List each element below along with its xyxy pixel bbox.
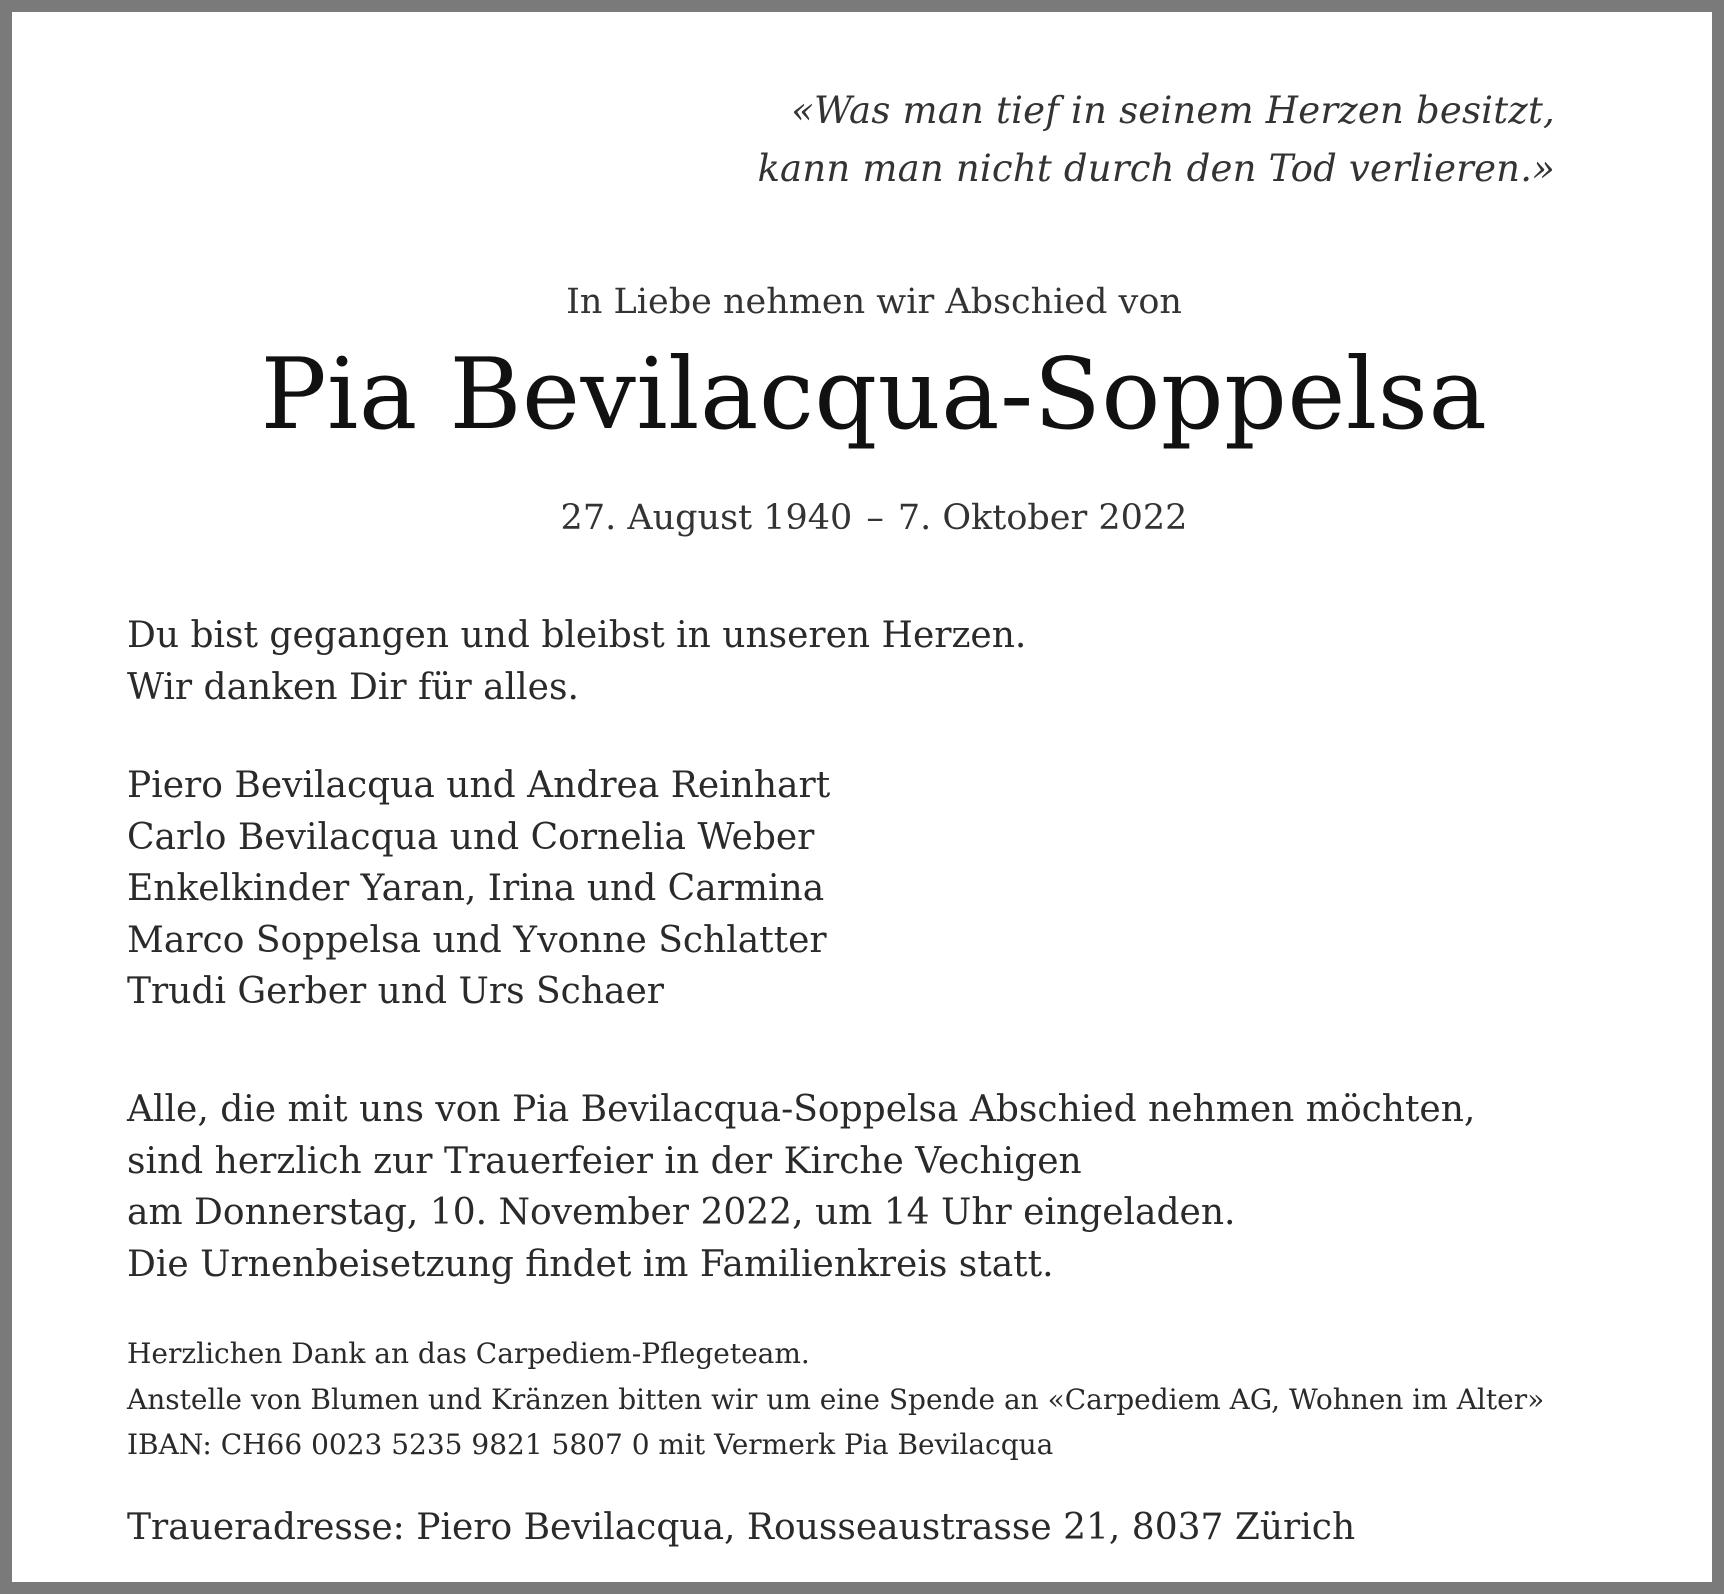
farewell-line: Du bist gegangen und bleibst in unseren Herzen. xyxy=(127,615,1027,656)
ceremony-line: Alle, die mit uns von Pia Bevilacqua-Soppelsa Abschied nehmen möchten, xyxy=(127,1089,1476,1130)
thanks-and-donation xyxy=(127,1331,1544,1468)
family-member: Carlo Bevilacqua und Cornelia Weber xyxy=(127,816,815,858)
farewell-message xyxy=(127,610,1026,713)
life-dates xyxy=(12,496,1724,540)
ceremony-details xyxy=(127,1084,1475,1290)
ceremony-line: am Donnerstag, 10. November 2022, um 14 Uhr eingeladen. xyxy=(127,1192,1236,1233)
iban-line: IBAN: CH66 0023 5235 9821 5807 0 mit Vermerk Pia Bevilacqua xyxy=(127,1428,1054,1461)
family-list xyxy=(127,760,830,1018)
quote-line: «Was man tief in seinem Herzen besitzt, xyxy=(791,89,1555,132)
donation-line: Anstelle von Blumen und Kränzen bitten wir um eine Spende an «Carpediem AG, Wohnen im Alter» xyxy=(127,1382,1545,1416)
family-member: Trudi Gerber und Urs Schaer xyxy=(127,971,664,1012)
quote-line: kann man nicht durch den Tod verlieren.» xyxy=(757,147,1555,190)
date-separator: – xyxy=(866,498,884,538)
birth-date: 27. August 1940 xyxy=(560,498,853,538)
mourning-address: Traueradresse: Piero Bevilacqua, Rousseaustrasse 21, 8037 Zürich xyxy=(127,1507,1356,1548)
intro-text: In Liebe nehmen wir Abschied von xyxy=(566,282,1182,322)
family-member: Piero Bevilacqua und Andrea Reinhart xyxy=(127,765,831,806)
family-member: Enkelkinder Yaran, Irina und Carmina xyxy=(127,868,825,909)
quote xyxy=(757,82,1555,198)
deceased-name: Pia Bevilacqua-Soppelsa xyxy=(260,338,1488,452)
thanks-line: Herzlichen Dank an das Carpediem-Pflegeteam. xyxy=(127,1337,810,1370)
family-member: Marco Soppelsa und Yvonne Schlatter xyxy=(127,919,827,961)
death-date: 7. Oktober 2022 xyxy=(897,498,1188,538)
farewell-line: Wir danken Dir für alles. xyxy=(127,666,579,708)
ceremony-line: sind herzlich zur Trauerfeier in der Kirche Vechigen xyxy=(127,1140,1082,1182)
ceremony-line: Die Urnenbeisetzung findet im Familienkreis statt. xyxy=(127,1243,1054,1285)
